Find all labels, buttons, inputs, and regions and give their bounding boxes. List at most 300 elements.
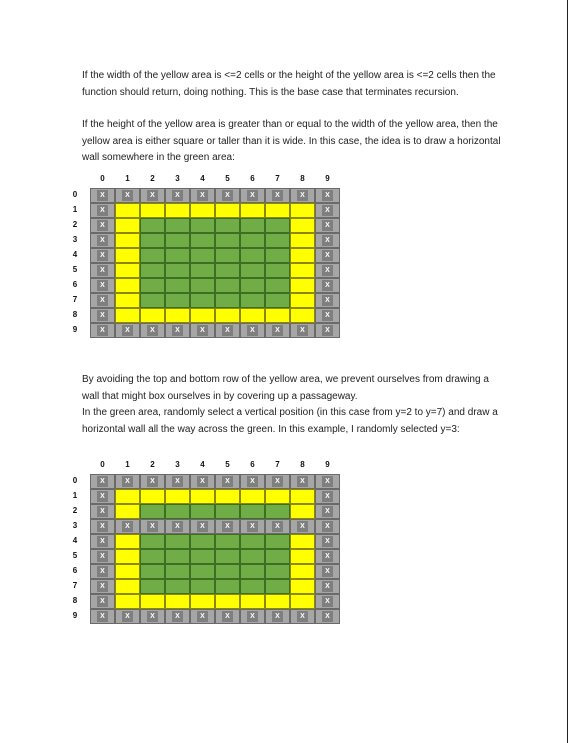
wall-x-mark: X (197, 521, 208, 532)
column-label: 2 (150, 460, 155, 469)
wall-cell (315, 489, 340, 504)
wall-x-mark: X (147, 476, 158, 487)
wall-x-mark: X (272, 190, 283, 201)
wall-cell (190, 474, 215, 489)
green-cell (240, 278, 265, 293)
yellow-cell (115, 308, 140, 323)
yellow-cell (165, 308, 190, 323)
yellow-cell (290, 564, 315, 579)
paragraph-base-case: If the width of the yellow area is <=2 cells or the height of the yellow area is <=2 cells then the function should return, doing nothing. This is the base case that terminates recursion. (82, 70, 496, 98)
yellow-cell (265, 308, 290, 323)
wall-cell (315, 549, 340, 564)
wall-x-mark: X (172, 611, 183, 622)
wall-x-mark: X (272, 325, 283, 336)
green-cell (265, 293, 290, 308)
paragraph-avoid-edges: By avoiding the top and bottom row of the yellow area, we prevent ourselves from drawing a wall that might box ourselves in by covering up a passageway. (82, 374, 489, 402)
yellow-cell (290, 549, 315, 564)
yellow-cell (290, 504, 315, 519)
yellow-cell (265, 203, 290, 218)
wall-cell (265, 609, 290, 624)
green-cell (240, 218, 265, 233)
wall-x-mark: X (297, 521, 308, 532)
green-cell (265, 278, 290, 293)
wall-x-mark: X (322, 325, 333, 336)
column-label: 0 (100, 174, 105, 183)
row-label: 5 (72, 265, 78, 274)
wall-cell (140, 323, 165, 338)
wall-x-mark: X (247, 190, 258, 201)
row-label: 0 (72, 476, 78, 485)
wall-cell (315, 203, 340, 218)
wall-cell (315, 323, 340, 338)
yellow-cell (140, 203, 165, 218)
green-cell (190, 564, 215, 579)
green-cell (165, 504, 190, 519)
wall-x-mark: X (97, 250, 108, 261)
row-label: 4 (72, 250, 78, 259)
wall-x-mark: X (322, 250, 333, 261)
yellow-cell (115, 263, 140, 278)
wall-x-mark: X (122, 611, 133, 622)
green-cell (165, 549, 190, 564)
green-cell (265, 579, 290, 594)
yellow-cell (190, 594, 215, 609)
yellow-cell (215, 594, 240, 609)
wall-cell (115, 188, 140, 203)
green-cell (240, 564, 265, 579)
wall-x-mark: X (172, 521, 183, 532)
wall-cell (315, 263, 340, 278)
wall-x-mark: X (322, 310, 333, 321)
row-label: 5 (72, 551, 78, 560)
wall-x-mark: X (297, 325, 308, 336)
wall-x-mark: X (247, 325, 258, 336)
row-label: 9 (72, 325, 78, 334)
wall-cell (90, 594, 115, 609)
column-label: 1 (125, 174, 130, 183)
yellow-cell (190, 489, 215, 504)
wall-cell (115, 519, 140, 534)
wall-x-mark: X (322, 611, 333, 622)
wall-x-mark: X (222, 190, 233, 201)
green-cell (140, 218, 165, 233)
column-label: 7 (275, 460, 280, 469)
wall-cell (90, 188, 115, 203)
wall-x-mark: X (322, 235, 333, 246)
yellow-cell (240, 203, 265, 218)
green-cell (190, 233, 215, 248)
yellow-cell (265, 594, 290, 609)
green-cell (140, 579, 165, 594)
wall-cell (90, 263, 115, 278)
wall-x-mark: X (172, 325, 183, 336)
column-label: 9 (325, 174, 330, 183)
yellow-cell (140, 489, 165, 504)
wall-x-mark: X (122, 476, 133, 487)
wall-cell (165, 188, 190, 203)
wall-x-mark: X (272, 476, 283, 487)
wall-x-mark: X (122, 521, 133, 532)
yellow-cell (165, 203, 190, 218)
wall-cell (165, 519, 190, 534)
wall-x-mark: X (322, 265, 333, 276)
yellow-cell (290, 308, 315, 323)
wall-cell (190, 188, 215, 203)
wall-cell (165, 323, 190, 338)
wall-cell (140, 474, 165, 489)
wall-cell (290, 519, 315, 534)
wall-x-mark: X (197, 476, 208, 487)
green-cell (165, 534, 190, 549)
wall-x-mark: X (97, 205, 108, 216)
green-cell (215, 549, 240, 564)
yellow-cell (290, 489, 315, 504)
yellow-cell (115, 278, 140, 293)
yellow-cell (240, 489, 265, 504)
green-cell (265, 534, 290, 549)
yellow-cell (215, 489, 240, 504)
green-cell (165, 278, 190, 293)
green-cell (240, 233, 265, 248)
wall-x-mark: X (197, 190, 208, 201)
wall-cell (315, 474, 340, 489)
yellow-cell (240, 594, 265, 609)
wall-x-mark: X (222, 476, 233, 487)
wall-x-mark: X (97, 611, 108, 622)
wall-cell (115, 609, 140, 624)
grid-cells (90, 474, 340, 624)
wall-x-mark: X (297, 611, 308, 622)
row-label: 4 (72, 536, 78, 545)
yellow-cell (290, 233, 315, 248)
yellow-cell (190, 203, 215, 218)
wall-x-mark: X (222, 521, 233, 532)
wall-x-mark: X (322, 205, 333, 216)
wall-x-mark: X (197, 325, 208, 336)
wall-x-mark: X (197, 611, 208, 622)
wall-cell (140, 609, 165, 624)
wall-cell (90, 323, 115, 338)
wall-cell (240, 323, 265, 338)
wall-cell (315, 609, 340, 624)
wall-x-mark: X (97, 265, 108, 276)
wall-cell (90, 564, 115, 579)
wall-cell (215, 474, 240, 489)
green-cell (240, 293, 265, 308)
column-label: 3 (175, 460, 180, 469)
yellow-cell (115, 293, 140, 308)
wall-cell (240, 609, 265, 624)
wall-x-mark: X (97, 190, 108, 201)
yellow-cell (165, 489, 190, 504)
wall-cell (115, 474, 140, 489)
green-cell (190, 218, 215, 233)
wall-cell (240, 474, 265, 489)
row-label: 6 (72, 280, 78, 289)
row-label: 1 (72, 491, 78, 500)
yellow-cell (215, 308, 240, 323)
wall-cell (90, 218, 115, 233)
green-cell (190, 248, 215, 263)
yellow-cell (215, 203, 240, 218)
wall-x-mark: X (122, 325, 133, 336)
green-cell (190, 534, 215, 549)
wall-cell (215, 323, 240, 338)
wall-x-mark: X (97, 596, 108, 607)
yellow-cell (115, 549, 140, 564)
wall-x-mark: X (322, 491, 333, 502)
column-label: 2 (150, 174, 155, 183)
column-label: 5 (225, 174, 230, 183)
row-label: 3 (72, 235, 78, 244)
green-cell (215, 504, 240, 519)
wall-x-mark: X (222, 611, 233, 622)
column-label: 8 (300, 174, 305, 183)
green-cell (240, 248, 265, 263)
green-cell (140, 248, 165, 263)
green-cell (215, 278, 240, 293)
wall-cell (215, 188, 240, 203)
yellow-cell (290, 263, 315, 278)
yellow-cell (140, 594, 165, 609)
green-cell (265, 549, 290, 564)
green-cell (240, 263, 265, 278)
row-label: 3 (72, 521, 78, 530)
wall-cell (90, 504, 115, 519)
green-cell (165, 263, 190, 278)
green-cell (240, 504, 265, 519)
yellow-cell (115, 594, 140, 609)
wall-x-mark: X (97, 581, 108, 592)
wall-cell (315, 564, 340, 579)
yellow-cell (115, 203, 140, 218)
wall-cell (90, 278, 115, 293)
yellow-cell (165, 594, 190, 609)
yellow-cell (290, 203, 315, 218)
wall-x-mark: X (97, 310, 108, 321)
wall-cell (290, 188, 315, 203)
green-cell (215, 564, 240, 579)
column-label: 5 (225, 460, 230, 469)
yellow-cell (265, 489, 290, 504)
column-label: 1 (125, 460, 130, 469)
wall-cell (90, 549, 115, 564)
column-label: 4 (200, 460, 205, 469)
wall-cell (315, 293, 340, 308)
wall-x-mark: X (97, 476, 108, 487)
green-cell (165, 293, 190, 308)
wall-cell (90, 474, 115, 489)
wall-x-mark: X (322, 581, 333, 592)
wall-cell (165, 474, 190, 489)
yellow-cell (140, 308, 165, 323)
green-cell (190, 504, 215, 519)
green-cell (240, 534, 265, 549)
wall-x-mark: X (297, 190, 308, 201)
wall-cell (265, 188, 290, 203)
green-cell (165, 564, 190, 579)
wall-cell (90, 579, 115, 594)
green-cell (215, 293, 240, 308)
wall-cell (315, 278, 340, 293)
grid-cells (90, 188, 340, 338)
wall-x-mark: X (322, 551, 333, 562)
wall-x-mark: X (97, 325, 108, 336)
yellow-cell (115, 218, 140, 233)
row-label: 1 (72, 205, 78, 214)
wall-x-mark: X (322, 521, 333, 532)
wall-cell (90, 308, 115, 323)
yellow-cell (290, 218, 315, 233)
column-label: 6 (250, 460, 255, 469)
yellow-cell (115, 579, 140, 594)
wall-cell (90, 519, 115, 534)
yellow-cell (290, 248, 315, 263)
wall-x-mark: X (147, 611, 158, 622)
wall-x-mark: X (97, 506, 108, 517)
wall-cell (140, 519, 165, 534)
wall-cell (315, 233, 340, 248)
green-cell (140, 534, 165, 549)
wall-cell (90, 293, 115, 308)
wall-x-mark: X (147, 521, 158, 532)
row-label: 7 (72, 581, 78, 590)
wall-cell (90, 489, 115, 504)
yellow-cell (190, 308, 215, 323)
wall-x-mark: X (147, 325, 158, 336)
green-cell (215, 579, 240, 594)
green-cell (140, 233, 165, 248)
yellow-cell (115, 248, 140, 263)
wall-x-mark: X (322, 295, 333, 306)
wall-cell (315, 504, 340, 519)
green-cell (190, 293, 215, 308)
wall-x-mark: X (322, 280, 333, 291)
green-cell (265, 263, 290, 278)
yellow-cell (240, 308, 265, 323)
row-label: 8 (72, 596, 78, 605)
wall-cell (315, 579, 340, 594)
wall-cell (315, 308, 340, 323)
wall-x-mark: X (322, 476, 333, 487)
paragraph-random-wall: In the green area, randomly select a vertical position (in this case from y=2 to y=7) and draw a horizontal wall all the way across the green. In this example, I randomly selected y=3: (82, 407, 498, 435)
green-cell (190, 579, 215, 594)
wall-x-mark: X (97, 521, 108, 532)
wall-cell (90, 609, 115, 624)
green-cell (215, 248, 240, 263)
yellow-cell (115, 534, 140, 549)
green-cell (140, 263, 165, 278)
wall-x-mark: X (97, 491, 108, 502)
row-label: 9 (72, 611, 78, 620)
green-cell (165, 579, 190, 594)
wall-cell (165, 609, 190, 624)
yellow-cell (290, 293, 315, 308)
green-cell (140, 278, 165, 293)
wall-x-mark: X (272, 611, 283, 622)
wall-cell (290, 474, 315, 489)
wall-cell (315, 534, 340, 549)
yellow-cell (115, 504, 140, 519)
wall-x-mark: X (222, 325, 233, 336)
wall-x-mark: X (247, 476, 258, 487)
row-label: 2 (72, 506, 78, 515)
row-label: 2 (72, 220, 78, 229)
wall-x-mark: X (97, 235, 108, 246)
wall-cell (265, 474, 290, 489)
green-cell (165, 218, 190, 233)
wall-cell (215, 609, 240, 624)
wall-cell (290, 323, 315, 338)
wall-cell (315, 519, 340, 534)
wall-cell (190, 609, 215, 624)
wall-x-mark: X (272, 521, 283, 532)
row-label: 0 (72, 190, 78, 199)
wall-x-mark: X (97, 566, 108, 577)
green-cell (215, 534, 240, 549)
wall-x-mark: X (297, 476, 308, 487)
green-cell (140, 504, 165, 519)
wall-x-mark: X (322, 596, 333, 607)
wall-cell (240, 519, 265, 534)
wall-x-mark: X (97, 551, 108, 562)
wall-cell (90, 248, 115, 263)
wall-cell (90, 233, 115, 248)
green-cell (190, 278, 215, 293)
green-cell (265, 504, 290, 519)
wall-x-mark: X (97, 280, 108, 291)
wall-x-mark: X (172, 190, 183, 201)
yellow-cell (290, 579, 315, 594)
wall-x-mark: X (97, 295, 108, 306)
green-cell (165, 248, 190, 263)
column-label: 3 (175, 174, 180, 183)
green-cell (240, 549, 265, 564)
wall-cell (115, 323, 140, 338)
green-cell (215, 218, 240, 233)
wall-x-mark: X (322, 220, 333, 231)
green-cell (215, 263, 240, 278)
green-cell (265, 218, 290, 233)
green-cell (140, 564, 165, 579)
wall-cell (315, 188, 340, 203)
yellow-cell (115, 489, 140, 504)
green-cell (265, 564, 290, 579)
green-cell (190, 263, 215, 278)
wall-cell (315, 218, 340, 233)
wall-cell (190, 519, 215, 534)
wall-x-mark: X (247, 521, 258, 532)
column-label: 0 (100, 460, 105, 469)
paragraph-horizontal-wall-idea: If the height of the yellow area is greater than or equal to the width of the yellow area, then the yellow area is either square or taller than it is wide. In this case, the idea is to draw a horizontal wall somewhere in the green area: (82, 119, 501, 163)
wall-cell (315, 248, 340, 263)
column-label: 9 (325, 460, 330, 469)
wall-x-mark: X (322, 536, 333, 547)
column-label: 8 (300, 460, 305, 469)
wall-cell (315, 594, 340, 609)
column-label: 7 (275, 174, 280, 183)
yellow-cell (290, 534, 315, 549)
green-cell (140, 549, 165, 564)
yellow-cell (290, 594, 315, 609)
green-cell (240, 579, 265, 594)
green-cell (265, 233, 290, 248)
wall-x-mark: X (97, 536, 108, 547)
yellow-cell (115, 233, 140, 248)
green-cell (190, 549, 215, 564)
column-label: 6 (250, 174, 255, 183)
wall-cell (90, 534, 115, 549)
